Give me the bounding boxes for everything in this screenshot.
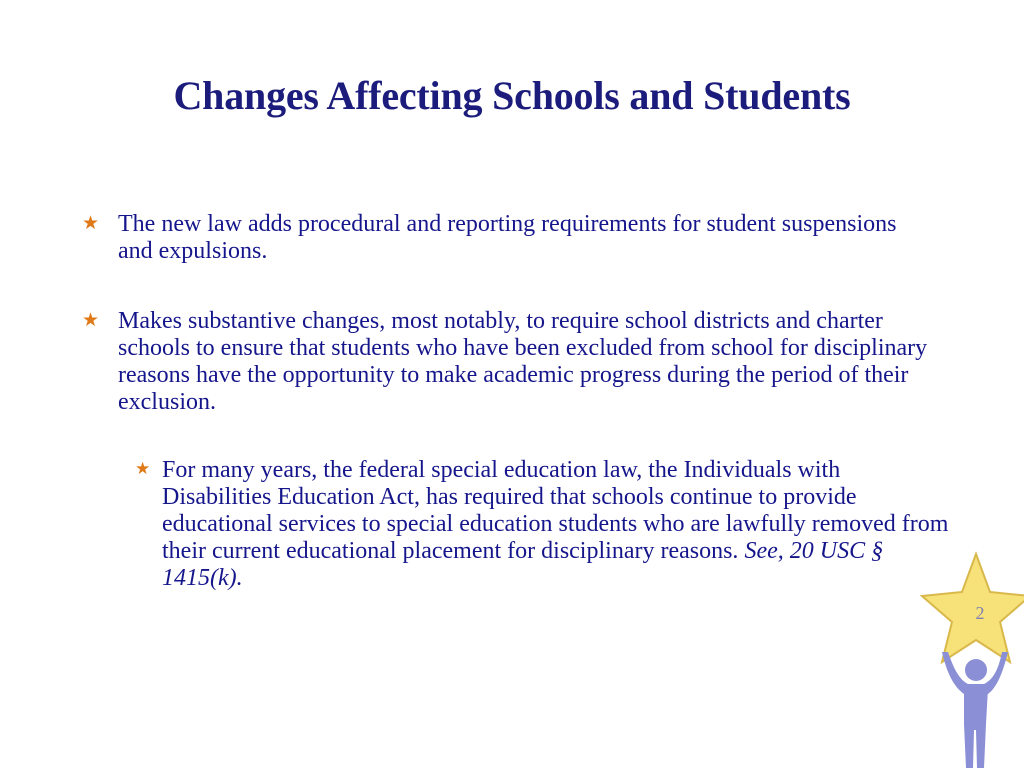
star-bullet-icon: ★: [82, 212, 100, 234]
figure-head: [965, 659, 987, 681]
person-holding-star-icon: [918, 548, 1024, 768]
bullet-item: [82, 211, 912, 265]
bullet-item: [82, 308, 952, 416]
sub-bullet-body: For many years, the federal special education law, the Individuals with Disabilities Education Act, has required that schools continue to provide educational services to special education students who are lawfully removed from their current educational placement for disciplinary reasons.: [162, 457, 949, 564]
sub-bullet-item: [135, 457, 950, 592]
star-bullet-icon: ★: [135, 459, 151, 479]
bullet-text: Makes substantive changes, most notably, to require school districts and charter schools to ensure that students who have been excluded from school for disciplinary reasons have the opportunity to make academic progress during the period of their exclusion.: [118, 308, 928, 415]
sub-bullet-text: [162, 457, 950, 592]
star-bullet-icon: ★: [82, 309, 100, 331]
bullet-text: The new law adds procedural and reporting requirements for student suspensions and expulsions.: [118, 211, 897, 264]
slide-title: Changes Affecting Schools and Students: [173, 73, 851, 118]
citation-text: See, 20 USC § 1415(k).: [162, 538, 884, 591]
figure-body: [964, 688, 988, 768]
page-number: 2: [975, 603, 985, 623]
